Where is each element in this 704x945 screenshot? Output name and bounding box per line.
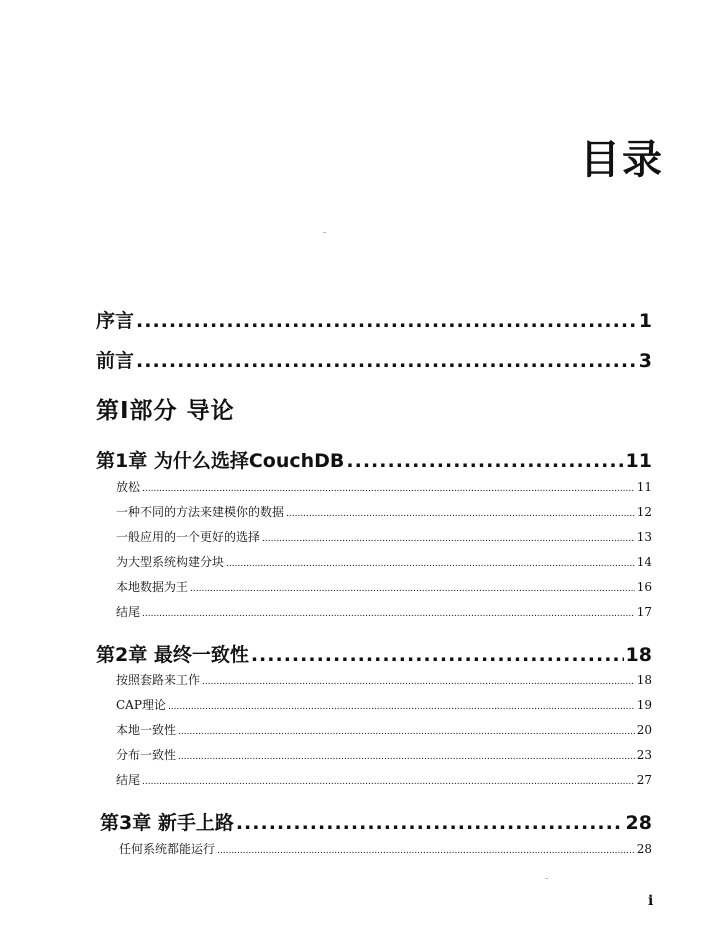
- toc-section[interactable]: [116, 578, 652, 595]
- dot-leader: [217, 846, 635, 856]
- section-page: 27: [636, 773, 652, 787]
- part-heading: 第I部分 导论: [96, 398, 235, 424]
- dot-leader: [136, 350, 637, 372]
- dot-leader: [142, 777, 635, 787]
- toc-chapter-3[interactable]: [100, 808, 652, 835]
- section-page: 19: [636, 698, 652, 712]
- chapter-page: 11: [625, 450, 652, 472]
- dot-leader: [286, 509, 635, 519]
- section-label: 本地一致性: [116, 723, 177, 737]
- section-page: 28: [636, 842, 652, 856]
- dot-leader: [262, 534, 635, 544]
- toc-entry-label: 前言: [96, 350, 135, 372]
- toc-section[interactable]: [116, 671, 652, 688]
- section-page: 12: [636, 505, 652, 519]
- chapter-label: 第1章 为什么选择CouchDB: [96, 450, 345, 472]
- dot-leader: [178, 752, 635, 762]
- section-label: 本地数据为王: [116, 580, 189, 594]
- section-page: 23: [636, 748, 652, 762]
- toc-chapter-2[interactable]: [96, 640, 652, 667]
- chapter-page: 18: [625, 644, 652, 666]
- toc-section[interactable]: [116, 746, 652, 763]
- section-page: 11: [636, 480, 652, 494]
- toc-section[interactable]: [116, 721, 652, 738]
- toc-section[interactable]: [116, 528, 652, 545]
- section-label: 任何系统都能运行: [119, 842, 216, 856]
- dot-leader: [142, 484, 635, 494]
- toc-section[interactable]: [116, 603, 652, 620]
- dot-leader: [168, 702, 635, 712]
- section-page: 20: [636, 723, 652, 737]
- toc-entry-foreword[interactable]: [96, 346, 652, 373]
- section-page: 18: [636, 673, 652, 687]
- dot-leader: [346, 450, 623, 472]
- section-label: 一种不同的方法来建模你的数据: [116, 505, 285, 519]
- dot-leader: [236, 812, 624, 834]
- chapter-label: 第2章 最终一致性: [96, 644, 249, 666]
- section-label: 为大型系统构建分块: [116, 555, 225, 569]
- page-number: i: [648, 893, 654, 909]
- section-page: 17: [636, 605, 652, 619]
- toc-section[interactable]: [119, 840, 652, 857]
- toc-entry-label: 序言: [96, 310, 135, 332]
- toc-section[interactable]: [116, 696, 652, 713]
- section-label: 按照套路来工作: [116, 673, 201, 687]
- toc-section[interactable]: [116, 478, 652, 495]
- toc-entry-page: 3: [638, 350, 652, 372]
- section-label: 分布一致性: [116, 748, 177, 762]
- section-label: 一般应用的一个更好的选择: [116, 530, 261, 544]
- scan-speck: [323, 232, 326, 233]
- section-label: 结尾: [116, 605, 141, 619]
- toc-section[interactable]: [116, 553, 652, 570]
- scan-speck: [545, 878, 548, 879]
- toc-section[interactable]: [116, 503, 652, 520]
- toc-entry-page: 1: [638, 310, 652, 332]
- dot-leader: [142, 609, 635, 619]
- section-page: 14: [636, 555, 652, 569]
- page-title: 目录: [580, 137, 664, 183]
- section-page: 13: [636, 530, 652, 544]
- dot-leader: [226, 559, 635, 569]
- dot-leader: [190, 584, 635, 594]
- dot-leader: [251, 644, 624, 666]
- chapter-label: 第3章 新手上路: [100, 812, 234, 834]
- dot-leader: [178, 727, 635, 737]
- dot-leader: [136, 310, 637, 332]
- chapter-page: 28: [625, 812, 652, 834]
- section-label: CAP理论: [116, 698, 166, 712]
- toc-chapter-1[interactable]: [96, 446, 652, 473]
- toc-section[interactable]: [116, 771, 652, 788]
- section-label: 放松: [116, 480, 141, 494]
- section-label: 结尾: [116, 773, 141, 787]
- section-page: 16: [636, 580, 652, 594]
- dot-leader: [202, 677, 635, 687]
- toc-entry-preface[interactable]: [96, 306, 652, 333]
